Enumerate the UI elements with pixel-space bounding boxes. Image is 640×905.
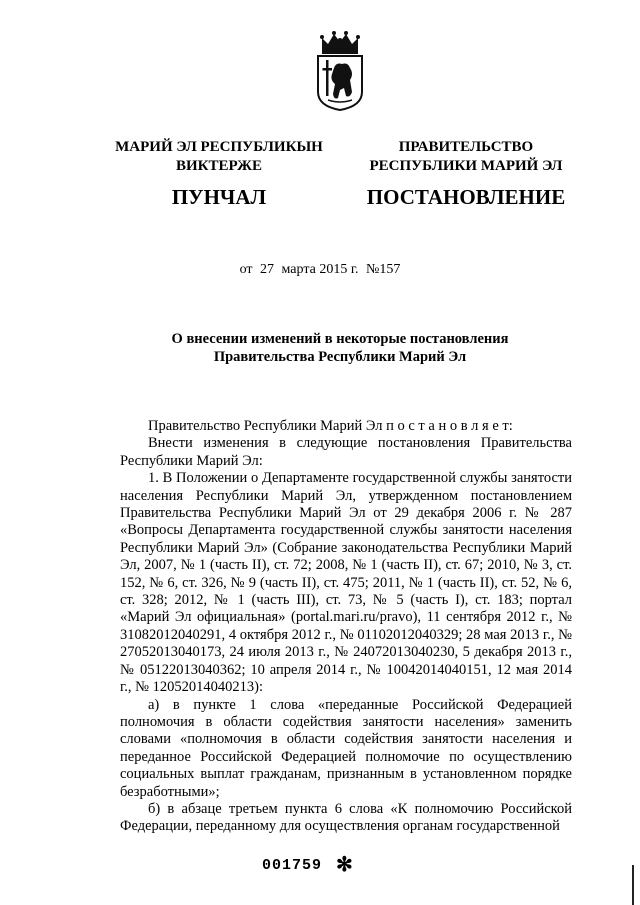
header-left-doc-type: ПУНЧАЛ [171, 185, 267, 209]
header-left [105, 138, 333, 210]
date-month-year: марта 2015 г. [281, 262, 359, 277]
serial-number: 001759 [262, 857, 323, 874]
header-right-line2: РЕСПУБЛИКИ МАРИЙ ЭЛ [369, 158, 563, 174]
coat-of-arms-icon [314, 30, 366, 112]
header-right-doc-type: ПОСТАНОВЛЕНИЕ [366, 185, 566, 209]
body-paragraph-5: б) в абзаце третьем пункта 6 слова «К полномочию Российской Федерации, переданному для осуществления органам государственной [120, 800, 572, 835]
title-line1: О внесении изменений в некоторые постановления [171, 331, 509, 347]
date-prefix: от [239, 262, 253, 277]
header-left-line1: МАРИЙ ЭЛ РЕСПУБЛИКЫН [115, 139, 323, 155]
title-line2: Правительства Республики Марий Эл [213, 349, 467, 365]
document-number: №157 [366, 262, 401, 277]
document-title [120, 330, 560, 366]
body-paragraph-4: а) в пункте 1 слова «переданные Российской Федерацией полномочия в области содействия занятости населения» заменить словами «полномочия в области содействия занятости населения и переданное Российской Федерацией полномочие по осуществлению социальных выплат гражданам, признанным в установленном порядке безработными»; [120, 696, 572, 800]
date-day: 27 [260, 262, 275, 277]
body-paragraph-3: 1. В Положении о Департаменте государственной службы занятости населения Республики Марий Эл, утвержденном постановлением Правительства Республики Марий Эл от 29 декабря 2006 г. № 287 «Вопросы Департамента государственной службы занятости населения Республики Марий Эл» (Собрание законодательства Республики Марий Эл, 2007, № 1 (часть II), ст. 72; 2008, № 1 (часть II), ст. 67; 2010, № 3, ст. 152, № 6, ст. 326, № 9 (часть II), ст. 475; 2011, № 1 (часть II), ст. 52, № 6, ст. 328; 2012, № 1 (часть III), ст. 73, № 5 (часть I), ст. 183; портал «Марий Эл официальная» (portal.mari.ru/pravo), 11 сентября 2012 г., № 31082012040291, 4 октября 2012 г., № 01102012040329; 28 мая 2013 г., № 27052013040173, 24 июля 2013 г., № 24072013040230, 5 декабря 2013 г., № 05122013040362; 10 апреля 2014 г., № 10042014040151, 12 мая 2014 г., № 12052014040213): [120, 470, 572, 696]
body-paragraph-2: Внести изменения в следующие постановления Правительства Республики Марий Эл: [120, 435, 572, 469]
scan-edge-mark [632, 865, 634, 905]
date-line [0, 262, 640, 278]
header-right-line1: ПРАВИТЕЛЬСТВО [398, 139, 534, 155]
document-body [120, 418, 572, 836]
footer-mark: ✻ [336, 854, 353, 876]
body-paragraph-1: Правительство Республики Марий Эл п о с т а н о в л я е т: [148, 418, 513, 434]
header-left-line2: ВИКТЕРЖЕ [175, 158, 263, 174]
header-right [360, 138, 572, 210]
